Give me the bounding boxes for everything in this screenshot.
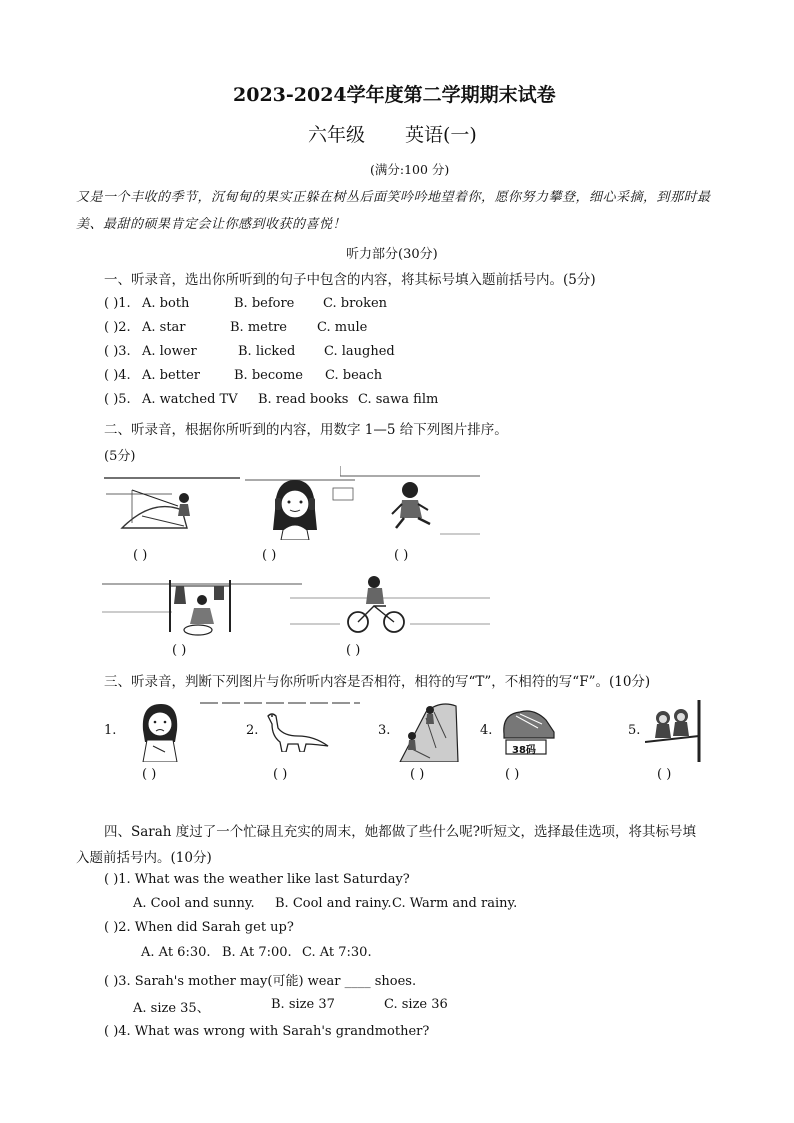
item-prefix[interactable]: ( )1. — [104, 296, 131, 311]
section3-heading: 三、听录音，判断下列图片与你所听内容是否相符，相符的写“T”，不相符的写“F”。(10分) — [104, 674, 651, 690]
option-c: C. sawa film — [358, 392, 439, 407]
section3-number-5: 5. — [628, 723, 641, 738]
question-text[interactable]: ( )2. When did Sarah get up? — [104, 920, 294, 935]
option-b: B. Cool and rainy. — [275, 896, 392, 911]
section2-picture-boy-running — [340, 462, 480, 542]
option-c: C. At 7:30. — [302, 945, 372, 960]
section2-blank-1[interactable]: ( ) — [133, 548, 148, 563]
section2-picture-girl-headphones — [245, 470, 355, 540]
option-c: C. laughed — [324, 344, 395, 359]
section3-blank-4[interactable]: ( ) — [505, 767, 520, 782]
section2-picture-fishing — [102, 468, 242, 536]
option-b: B. read books — [258, 392, 349, 407]
question-text[interactable]: ( )3. Sarah's mother may(可能) wear ____ shoes. — [104, 974, 417, 989]
section3-picture-sad-girl — [135, 700, 185, 762]
option-a: A. size 35、 — [133, 1001, 210, 1016]
section3-blank-1[interactable]: ( ) — [142, 767, 157, 782]
option-c: C. broken — [323, 296, 388, 311]
exam-title: 2023-2024学年度第二学期期末试卷 — [233, 84, 556, 106]
section2-heading: 二、听录音，根据你所听到的内容，用数字 1—5 给下列图片排序。 — [104, 422, 508, 438]
intro-paragraph: 又是一个丰收的季节，沉甸甸的果实正躲在树丛后面笑吟吟地望着你，愿你努力攀登，细心采摘，到那时最美、最甜的硕果肯定会让你感到收获的喜悦！ — [76, 190, 711, 232]
shoe-size-label: 38码 — [512, 745, 536, 756]
option-a: A. star — [142, 320, 186, 335]
exam-score: (满分:100 分) — [370, 162, 450, 177]
option-a: A. At 6:30. — [141, 945, 211, 960]
section3-number-4: 4. — [480, 723, 493, 738]
item-prefix[interactable]: ( )2. — [104, 320, 131, 335]
section3-blank-2[interactable]: ( ) — [273, 767, 288, 782]
section2-picture-girl-cycling — [290, 572, 490, 642]
option-c: C. beach — [325, 368, 383, 383]
section3-number-2: 2. — [246, 723, 259, 738]
section3-number-1: 1. — [104, 723, 117, 738]
option-b: B. metre — [230, 320, 287, 335]
question-text[interactable]: ( )4. What was wrong with Sarah's grandmother? — [104, 1024, 430, 1039]
section2-picture-laundry — [102, 572, 302, 647]
section3-picture-dinosaur — [262, 710, 332, 752]
section2-blank-3[interactable]: ( ) — [394, 548, 409, 563]
option-a: A. Cool and sunny. — [133, 896, 255, 911]
option-b: B. size 37 — [271, 997, 335, 1012]
option-a: A. both — [142, 296, 190, 311]
item-prefix[interactable]: ( )4. — [104, 368, 131, 383]
section2-blank-5[interactable]: ( ) — [346, 643, 361, 658]
option-c: C. size 36 — [384, 997, 448, 1012]
section2-blank-4[interactable]: ( ) — [172, 643, 187, 658]
option-a: A. lower — [142, 344, 197, 359]
section4-heading-line2: 入题前括号内。(10分) — [76, 850, 212, 866]
item-prefix[interactable]: ( )3. — [104, 344, 131, 359]
section3-line-1 — [200, 698, 360, 708]
option-a: A. better — [142, 368, 201, 383]
listening-heading: 听力部分(30分) — [346, 247, 438, 262]
section3-number-3: 3. — [378, 723, 391, 738]
section2-points: (5分) — [104, 449, 136, 464]
option-b: B. become — [234, 368, 303, 383]
option-a: A. watched TV — [142, 392, 238, 407]
option-b: B. At 7:00. — [222, 945, 292, 960]
section3-picture-monkeys — [645, 698, 709, 762]
option-c: C. Warm and rainy. — [392, 896, 518, 911]
question-text[interactable]: ( )1. What was the weather like last Saturday? — [104, 872, 410, 887]
exam-grade: 六年级 — [308, 124, 366, 146]
item-prefix[interactable]: ( )5. — [104, 392, 131, 407]
section1-heading: 一、听录音，选出你所听到的句子中包含的内容，将其标号填入题前括号内。(5分) — [104, 272, 596, 288]
section4-heading-line1: 四、Sarah 度过了一个忙碌且充实的周末，她都做了些什么呢?听短文，选择最佳选项，将其标号填 — [104, 824, 697, 840]
section2-blank-2[interactable]: ( ) — [262, 548, 277, 563]
section3-blank-5[interactable]: ( ) — [657, 767, 672, 782]
section3-blank-3[interactable]: ( ) — [410, 767, 425, 782]
option-c: C. mule — [317, 320, 368, 335]
exam-subject: 英语(一) — [405, 124, 477, 146]
option-b: B. licked — [238, 344, 296, 359]
section3-picture-climbing — [396, 698, 460, 762]
option-b: B. before — [234, 296, 295, 311]
